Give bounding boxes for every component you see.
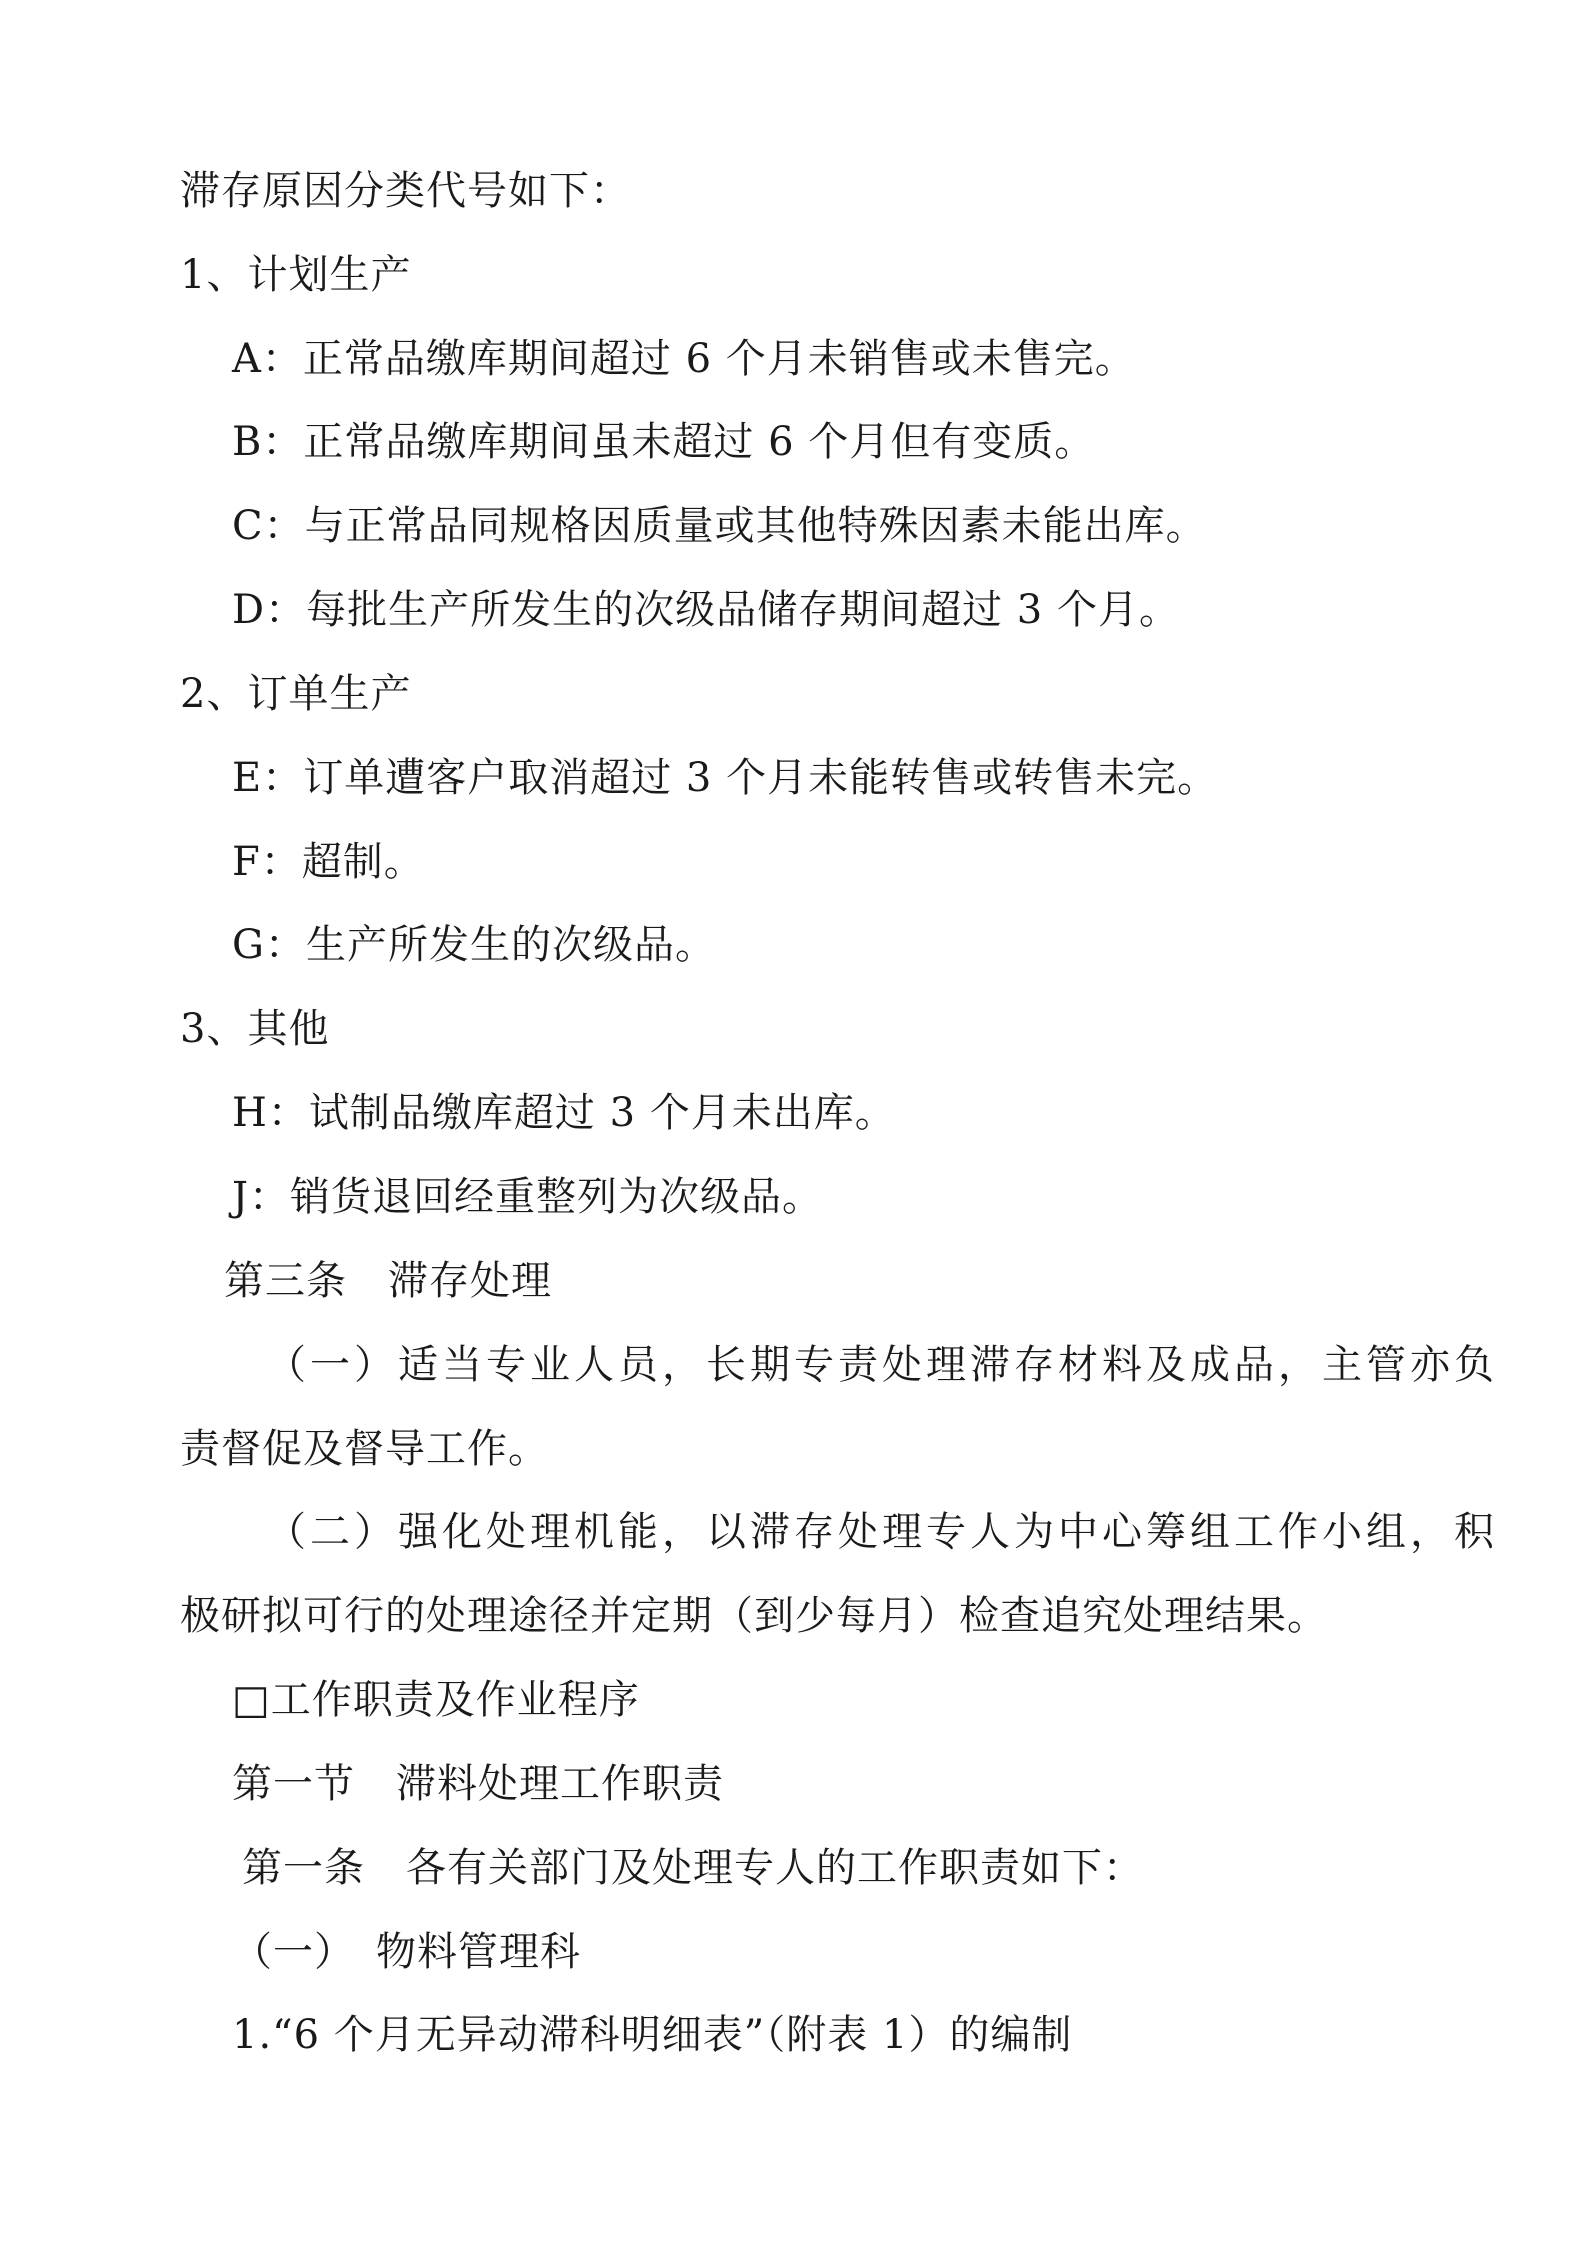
- article1-title: 第一条 各有关部门及处理专人的工作职责如下：: [242, 1845, 1144, 1891]
- item-1: 1.“6 个月无异动滞科明细表”（附表 1）的编制: [232, 2012, 1073, 2058]
- article3-p1-line1: （一）适当专业人员，长期专责处理滞存材料及成品，主管亦负: [266, 1342, 1498, 1388]
- section3-heading: 3、其他: [180, 1006, 330, 1052]
- section1-item-b: B：正常品缴库期间虽未超过 6 个月但有变质。: [232, 419, 1096, 465]
- section3-item-j: J：销货退回经重整列为次级品。: [232, 1174, 824, 1220]
- dept-title: （一） 物料管理科: [232, 1929, 581, 1975]
- section3-item-h: H：试制品缴库超过 3 个月未出库。: [232, 1090, 896, 1136]
- section2-item-e: E：订单遭客户取消超过 3 个月未能转售或转售未完。: [232, 755, 1219, 801]
- section1-heading: 1、计划生产: [180, 252, 412, 298]
- intro-text: 滞存原因分类代号如下：: [180, 168, 631, 214]
- chapter-heading: □工作职责及作业程序: [232, 1677, 640, 1723]
- article3-p2-line1: （二）强化处理机能，以滞存处理专人为中心筹组工作小组，积: [266, 1509, 1498, 1555]
- section1-item-a: A：正常品缴库期间超过 6 个月未销售或未售完。: [232, 336, 1136, 382]
- section2-heading: 2、订单生产: [180, 671, 412, 717]
- section2-item-g: G：生产所发生的次级品。: [232, 922, 716, 968]
- section1-item-d: D：每批生产所发生的次级品储存期间超过 3 个月。: [232, 587, 1180, 633]
- section2-item-f: F：超制。: [232, 839, 425, 885]
- section1-item-c: C：与正常品同规格因质量或其他特殊因素未能出库。: [232, 503, 1207, 549]
- article3-title: 第三条 滞存处理: [224, 1258, 552, 1304]
- section-title: 第一节 滞料处理工作职责: [232, 1761, 724, 1807]
- article3-p1-line2: 责督促及督导工作。: [180, 1426, 549, 1472]
- article3-p2-line2: 极研拟可行的处理途径并定期（到少每月）检查追究处理结果。: [180, 1593, 1328, 1639]
